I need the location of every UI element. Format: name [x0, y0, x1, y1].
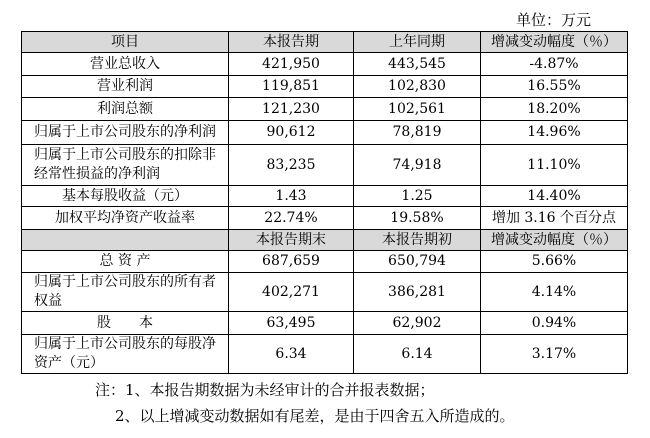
change-value: 4.14%: [481, 273, 628, 312]
row-label: 基本每股收益（元）: [22, 186, 229, 207]
row-label-line: 资产（元）: [34, 355, 104, 371]
column-header-current: 本报告期: [229, 32, 354, 53]
row-label: 利润总额: [22, 98, 229, 121]
column-header-change: 增减变动幅度（％）: [481, 230, 628, 251]
row-label: 营业总收入: [22, 53, 229, 76]
row-label-line: 权益: [34, 293, 62, 309]
current-value: 121,230: [229, 98, 354, 121]
row-label-multiline: [34, 146, 216, 184]
row-label: 加权平均净资产收益率: [22, 207, 229, 230]
table-header-row: [22, 230, 628, 251]
change-value: 18.20%: [481, 98, 628, 121]
prior-value: 74,918: [354, 145, 481, 186]
row-label-line: 经常性损益的净利润: [34, 166, 160, 182]
table-row: [22, 76, 628, 98]
period-end-value: 687,659: [229, 251, 354, 273]
current-value: 119,851: [229, 76, 354, 98]
row-label: [22, 145, 229, 186]
table-row: [22, 121, 628, 145]
table-row: [22, 207, 628, 230]
prior-value: 102,561: [354, 98, 481, 121]
column-header-period-end: 本报告期末: [229, 230, 354, 251]
column-header-item: [22, 230, 229, 251]
row-label-line: 归属于上市公司股东的每股净: [34, 336, 216, 352]
column-header-period-start: 本报告期初: [354, 230, 481, 251]
change-value: -4.87%: [481, 53, 628, 76]
table-row: [22, 53, 628, 76]
period-end-value: 6.34: [229, 335, 354, 374]
current-value: 1.43: [229, 186, 354, 207]
period-start-value: 386,281: [354, 273, 481, 312]
table-row: [22, 145, 628, 186]
row-label-multiline: [34, 335, 216, 373]
change-value: 增加 3.16 个百分点: [481, 207, 628, 230]
change-value: 11.10%: [481, 145, 628, 186]
table-row: [22, 251, 628, 273]
prior-value: 102,830: [354, 76, 481, 98]
change-value: 16.55%: [481, 76, 628, 98]
financial-summary-table: [21, 31, 628, 374]
column-header-prior: 上年同期: [354, 32, 481, 53]
table-row: [22, 98, 628, 121]
current-value: 83,235: [229, 145, 354, 186]
table-header-row: [22, 32, 628, 53]
row-label: 总 资 产: [22, 251, 229, 273]
current-value: 90,612: [229, 121, 354, 145]
table-row: [22, 273, 628, 312]
row-label: 归属于上市公司股东的净利润: [22, 121, 229, 145]
prior-value: 443,545: [354, 53, 481, 76]
column-header-item: 项目: [22, 32, 229, 53]
table-row: [22, 186, 628, 207]
row-label: 股 本: [22, 312, 229, 335]
table-row: [22, 312, 628, 335]
unit-label: 单位：万元: [516, 11, 592, 29]
change-value: 14.96%: [481, 121, 628, 145]
row-label-line: 归属于上市公司股东的扣除非: [34, 147, 216, 163]
period-end-value: 402,271: [229, 273, 354, 312]
row-label-line: 归属于上市公司股东的所有者: [34, 274, 216, 290]
row-label-multiline: [34, 273, 216, 311]
column-header-change: 增减变动幅度（％）: [481, 32, 628, 53]
note-line: 注：1、本报告期数据为未经审计的合并报表数据；: [95, 381, 435, 399]
period-end-value: 63,495: [229, 312, 354, 335]
note-line: 2、以上增减变动数据如有尾差，是由于四舍五入所造成的。: [115, 407, 515, 425]
change-value: 14.40%: [481, 186, 628, 207]
table-row: [22, 335, 628, 374]
row-label: [22, 335, 229, 374]
period-start-value: 650,794: [354, 251, 481, 273]
change-value: 0.94%: [481, 312, 628, 335]
period-start-value: 6.14: [354, 335, 481, 374]
change-value: 3.17%: [481, 335, 628, 374]
prior-value: 19.58%: [354, 207, 481, 230]
current-value: 421,950: [229, 53, 354, 76]
prior-value: 78,819: [354, 121, 481, 145]
change-value: 5.66%: [481, 251, 628, 273]
prior-value: 1.25: [354, 186, 481, 207]
period-start-value: 62,902: [354, 312, 481, 335]
row-label: [22, 273, 229, 312]
current-value: 22.74%: [229, 207, 354, 230]
row-label: 营业利润: [22, 76, 229, 98]
